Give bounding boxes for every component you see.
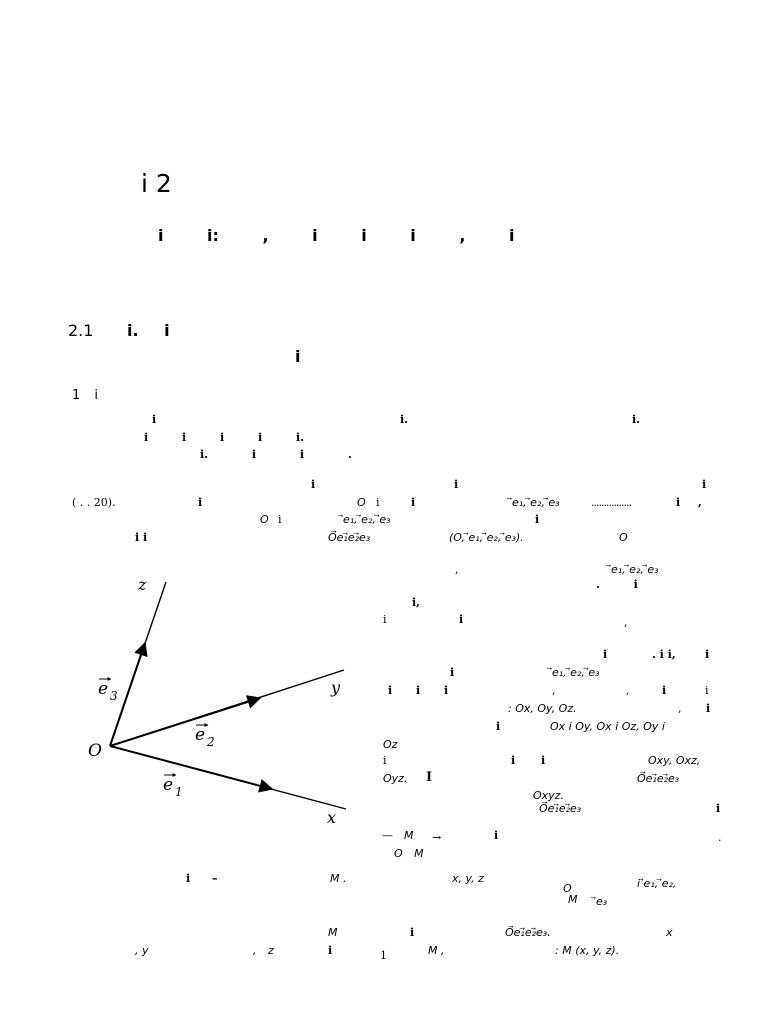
coordinate-label: x (666, 926, 673, 939)
footnote-number: 1 (380, 949, 387, 962)
e3-letter: e (98, 679, 109, 699)
right-col-text: i i i (388, 684, 449, 697)
vector-label: O (563, 882, 572, 895)
right-col-text: i (716, 802, 721, 815)
para2-text: i (198, 496, 203, 509)
para1-text: i. i i . (200, 448, 352, 461)
origin-label: O (357, 496, 366, 509)
origin-label: O (619, 531, 628, 544)
coordinate-plane: Oyz. (383, 772, 408, 785)
basis-vectors: i ⃗e₁, ⃗e₂, (637, 877, 677, 890)
coordinate-label: , y (135, 944, 149, 957)
coordinate-planes: Oxy, Oxz, (648, 754, 701, 767)
point-label: M (404, 829, 414, 842)
basis-vectors: ⃗e₁, ⃗e₂, ⃗e₃ (611, 563, 659, 576)
right-col-text: i (459, 613, 464, 626)
basis-vectors: ⃗e₁, ⃗e₂, ⃗e₃ (512, 496, 560, 509)
right-col-text: i (450, 666, 455, 679)
para1-text: i. (632, 413, 641, 426)
vector-label: M (568, 893, 578, 906)
coordinate-system-tuple: (O, ⃗e₁, ⃗e₂, ⃗e₃). (449, 531, 524, 544)
chapter-subtitle: i i: , i i i , i (158, 226, 515, 245)
para1-text: i. (400, 413, 409, 426)
para1-text: i (152, 413, 157, 426)
axis-name: Oz (383, 738, 398, 751)
section-title: i. i (127, 321, 170, 340)
subsection-label: 1 i (72, 388, 99, 403)
right-col-text: , (678, 702, 682, 715)
para2-text: i (311, 478, 316, 491)
coordinate-system-figure (80, 570, 360, 830)
coordinate-system-label: O⃗e₁⃗e₂⃗e₃ (539, 802, 582, 815)
axis-names: : Ox, Oy, Oz. (508, 702, 577, 715)
right-col-text: i (603, 648, 608, 661)
e3-subscript: 3 (110, 689, 118, 703)
e3-label (98, 679, 118, 703)
point-notation: : M (x, y, z). (555, 944, 620, 957)
right-col-text: I (426, 770, 433, 785)
origin-label: O (260, 513, 269, 526)
vector-arrow-symbol: — (382, 829, 393, 842)
right-col-text: . i (596, 578, 638, 591)
e1-label (163, 775, 183, 799)
right-col-text: i (383, 613, 387, 626)
right-col-text: i i (511, 754, 546, 767)
para2-text: i (702, 478, 707, 491)
x-axis-label: x (327, 808, 337, 827)
e2-subscript: 2 (207, 735, 215, 749)
z-axis-label: z (138, 575, 147, 594)
coordinate-system-label: O⃗e₁⃗e₂⃗e₃ (637, 772, 680, 785)
right-col-text: i (705, 684, 709, 697)
section-title-line2: i (295, 347, 301, 366)
e1-subscript: 1 (175, 785, 183, 799)
right-col-text: , (552, 684, 556, 697)
para1-text: i i i i i. (144, 431, 305, 444)
e1-vector (110, 746, 272, 789)
e2-vector (110, 698, 260, 746)
coordinates-label: x, y, z (452, 872, 484, 885)
point-label: M . (330, 872, 347, 885)
axis-pairs: Ox i Oy, Ox i Oz, Oy i (550, 720, 665, 733)
y-axis-label: y (331, 678, 341, 697)
point-label: M , (428, 944, 445, 957)
section-number: 2.1 (68, 321, 94, 340)
origin-label: O (88, 741, 102, 761)
right-col-text: i, (412, 596, 421, 609)
basis-vectors: ⃗e₁, ⃗e₂, ⃗e₃ (552, 666, 600, 679)
e2-label (195, 725, 215, 749)
para2-text: i i (135, 531, 148, 544)
right-col-text: . i i, (652, 648, 676, 661)
basis-vectors: ⃗e₁, ⃗e₂, ⃗e₃ (343, 513, 391, 526)
right-col-text: , (624, 616, 628, 629)
e2-letter: e (195, 725, 206, 745)
e1-letter: e (163, 775, 174, 795)
right-col-text: i (496, 720, 501, 733)
vector-label: O M (394, 847, 424, 860)
para2-text: i (454, 478, 459, 491)
vector-arrow-symbol: → (432, 831, 442, 844)
bottom-text: i – (186, 872, 218, 885)
bottom-text: i (410, 926, 415, 939)
para2-text: i (278, 513, 282, 526)
right-col-text: , (455, 563, 459, 576)
basis-vector: ⃗e₃ (596, 895, 608, 908)
right-col-text: i (383, 754, 387, 767)
coordinate-system-label: O⃗e₁⃗e₂⃗e₃ (328, 531, 371, 544)
right-col-text: i (705, 648, 710, 661)
point-label: M (328, 926, 338, 939)
figure-reference: ( . . 20). (72, 496, 116, 509)
coordinate-label: , z (253, 944, 274, 957)
chapter-heading: i 2 (141, 169, 172, 198)
dotted-leader: ................ (591, 496, 631, 509)
right-col-text: , (626, 684, 630, 697)
coordinate-system-label: O⃗e₁⃗e₂⃗e₃. (505, 926, 551, 939)
para2-text: i (376, 496, 380, 509)
para2-text: i (411, 496, 416, 509)
right-col-text: i (706, 702, 711, 715)
right-col-text: i (494, 829, 499, 842)
para2-text: i , (676, 496, 702, 509)
right-col-text: . (718, 831, 722, 844)
coordinate-system-name: Oxyz. (533, 789, 564, 802)
bottom-text: i (328, 944, 333, 957)
para2-text: i (535, 513, 540, 526)
right-col-text: i (662, 684, 667, 697)
